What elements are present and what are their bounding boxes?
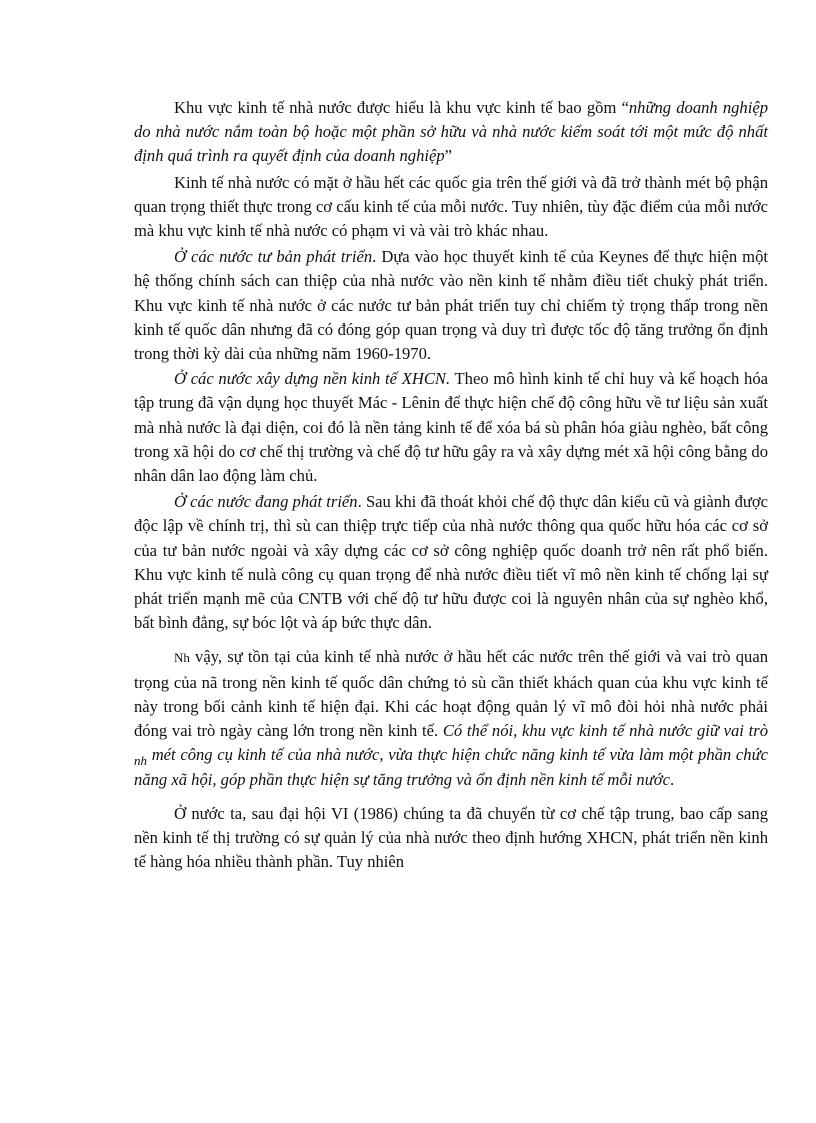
text-segment: Ở nước ta, sau đại hội VI (1986) chúng ta đã chuyển từ cơ chế tập trung, bao cấp sang nền kinh tế thị trường có sự quản lý của nhà nước theo định hướng XHCN, phát triển nền kinh tế hàng hóa nhiều thành phần. Tuy nhiên: [134, 803, 768, 872]
text-segment-italic: những doanh nghiệp do nhà nước nắm toàn bộ hoặc một phần sở hữu và nhà nước kiểm soát tới một mức độ nhất định quá trình ra quyết định của doanh nghiệp: [134, 98, 769, 166]
text-segment: vậy, sự tồn tại của kinh tế nhà nước ở hầu hết các nước trên thế giới và vai trò quan trọng của nã trong nền kinh tế quốc dân chứng tỏ sù cần thiết khách quan của khu vực kinh tế này trong bối cảnh kinh tế hiện đại. Khi các hoạt động quản lý vĩ mô đòi hỏi nhà nước phải đóng vai trò ngày càng lớn trong nền kinh tế.: [134, 647, 768, 741]
paragraph-vietnam-context: [134, 802, 768, 875]
text-segment: .: [670, 770, 675, 790]
text-segment-italic-small: nh: [134, 753, 147, 769]
paragraph-developing-countries: [134, 490, 768, 635]
text-segment: Theo mô hình kinh tế chỉ huy và kế hoạch hóa tập trung đã vận dụng học thuyết Mác - Lênin để thực hiện chế độ công hữu về tư liệu sản xuất mà nhà nước là đại diện, coi đó là nền tảng kinh tế để xóa bá sù phân hóa giàu nghèo, bất công trong xã hội do cơ chế thị trường và chế độ tư hữu gây ra và xây dựng mét xã hội công bằng do nhân dân lao động làm chủ.: [134, 369, 768, 486]
text-segment: Kinh tế nhà nước có mặt ở hầu hết các quốc gia trên thế giới và đã trở thành mét bộ phận quan trọng thiết thực trong cơ cấu kinh tế của mỗi nước. Tuy nhiên, tùy đặc điểm của mỗi nước mà khu vực kinh tế nhà nước có phạm vi và vài trò khác nhau.: [134, 172, 768, 241]
text-segment-italic: Có thể nói, khu vực kinh tế nhà nước giữ vai trò: [442, 721, 768, 741]
text-segment: ”: [444, 146, 453, 166]
text-segment: Khu vực kinh tế nhà nước được hiểu là khu vực kinh tế bao gồm “: [174, 98, 629, 117]
paragraph-state-sector-definition: [134, 96, 768, 169]
paragraph-socialist-countries: [134, 367, 768, 488]
text-segment-italic: Ở các nước đang phát triển: [174, 492, 358, 512]
text-segment: . Dựa vào học thuyết kinh tế của Keynes để thực hiện một hệ thống chính sách can thiệp của nhà nước vào nền kinh tế nhằm điều tiết chukỳ phát triển. Khu vực kinh tế nhà nước ở các nước tư bản phát triển tuy chỉ chiếm tỷ trọng thấp trong nền kinh tế quốc dân nhưng đã có đóng góp quan trọng và duy trì được tốc độ tăng trưởng ổn định trong thời kỳ dài của những năm 1960-1970.: [134, 247, 768, 364]
paragraph-developed-capitalist-countries: [134, 245, 768, 366]
paragraph-necessity-of-state-sector: [134, 645, 768, 792]
text-segment: . Sau khi đã thoát khỏi chế độ thực dân kiểu cũ và giành được độc lập về chính trị, thì sù can thiệp trực tiếp của nhà nước thông qua quốc hữu hóa các cơ sở của tư bản nước ngoài và xây dựng các cơ sở công nghiệp quốc doanh trở nên rất phổ biến. Khu vực kinh tế nulà công cụ quan trọng để nhà nước điều tiết vĩ mô nền kinh tế chống lại sự phát triển mạnh mẽ của CNTB với chế độ tư hữu được coi là nguyên nhân của sự nghèo khổ, bất bình đẳng, sự bóc lột và áp bức thực dân.: [134, 492, 768, 633]
text-segment-italic: Ở các nước xây dựng nền kinh tế XHCN.: [174, 369, 451, 389]
paragraph-state-sector-presence: [134, 171, 768, 244]
text-segment-italic: mét công cụ kinh tế của nhà nước, vừa thực hiện chức năng kinh tế vừa làm một phần chức năng xã hội, góp phần thực hiện sự tăng trưởng và ổn định nền kinh tế mỗi nước: [134, 745, 768, 790]
text-segment-italic: Ở các nước tư bản phát triển: [174, 247, 373, 267]
text-segment-small: Nh: [174, 650, 190, 666]
